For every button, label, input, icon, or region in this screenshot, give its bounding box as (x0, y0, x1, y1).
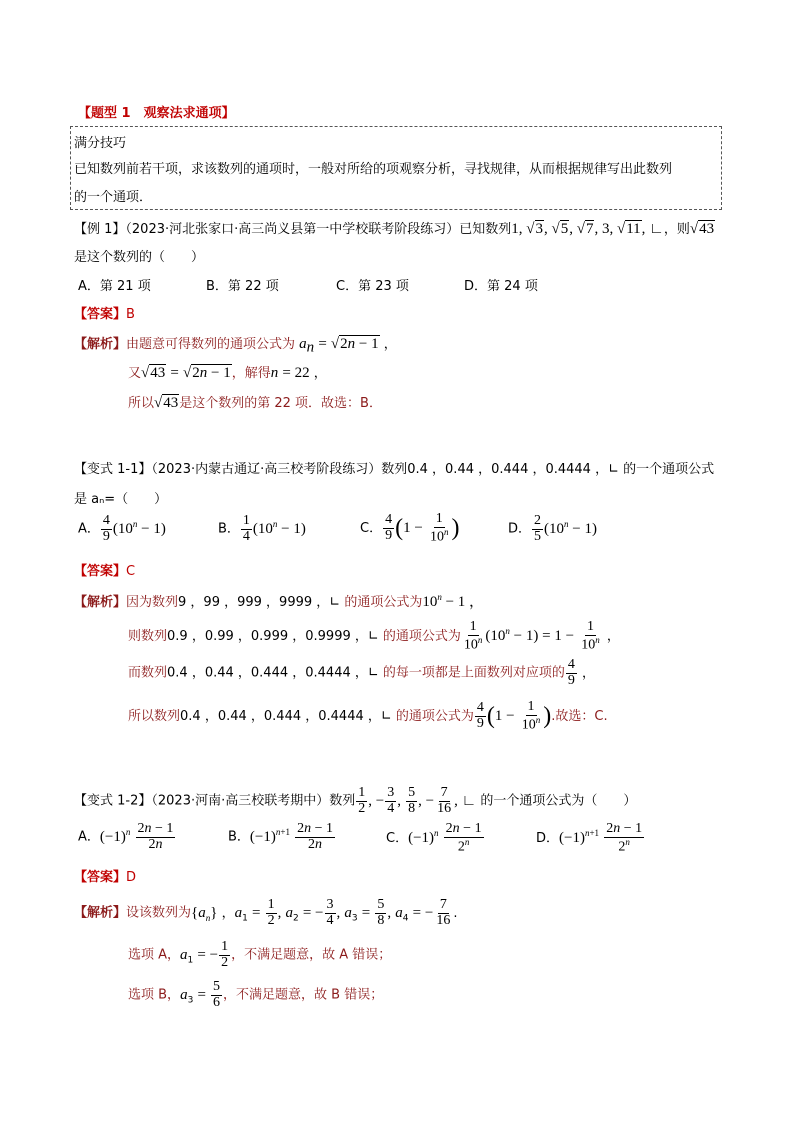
analysis-label: 【解析】 (74, 337, 127, 352)
variant11-analysis-1: 【解析】因为数列9 ，99 ，999 ，9999 ，∟ 的通项公式为$10^n - 1$ ， (74, 592, 485, 610)
analysis-text: 所以 (128, 396, 155, 411)
analysis-label: 【解析】 (74, 905, 127, 921)
analysis-text: 的每一项都是上面数列对应项的 (382, 665, 565, 681)
example1-analysis-1: 【解析】由题意可得数列的通项公式为 $a_n = √2n - 1$ ， (74, 336, 397, 356)
analysis-text: 所以数列 (128, 709, 181, 725)
answer-value: B (126, 307, 135, 322)
analysis-text: .故选：C. (551, 709, 608, 725)
answer-value: C (126, 564, 136, 579)
analysis-text: 是这个数列的第 22 项．故选：B． (179, 396, 382, 411)
variant11-analysis-2: 则数列0.9 ，0.99 ，0.999 ，0.9999 ，∟ 的通项公式为 $\frac{1}{10^n}$ $(10^n - 1) = 1$ − $\frac{1}{10^n}$ ， (128, 619, 620, 653)
tip-line-1: 已知数列前若干项，求该数列的通项时，一般对所给的项观察分析，寻找规律，从而根据规律写出此数列 (74, 162, 673, 177)
analysis-text: 的通项公式为 (395, 709, 474, 725)
analysis-text: 因为数列 (126, 595, 179, 610)
analysis-text: ，不满足题意，故 A 错误； (231, 947, 392, 963)
variant12-option-d: D．$(-1)^{n+1}$ $\frac{2n - 1}{2^n}$ (536, 821, 643, 855)
analysis-text: ，不满足题意，故 B 错误； (223, 987, 384, 1003)
variant12-analysis-2: 选项 A，$a_1$ = − $\frac{1}{2}$ ，不满足题意，故 A 错误； (128, 939, 392, 970)
variant12-after: 的一个通项公式为（ ） (480, 793, 637, 809)
analysis-text: ，解得 (231, 366, 271, 381)
example1-analysis-2: 又√43 = √2n − 1，解得n = 22 ， (128, 365, 327, 381)
analysis-text: 选项 B， (128, 987, 181, 1003)
section-title: 【题型 1 观察法求通项】 (78, 106, 235, 121)
example1-option-b: B．第 22 项 (206, 279, 279, 294)
analysis-text: 设该数列为 (126, 905, 192, 921)
analysis-seq: 0.4 ，0.44 ，0.444 ，0.4444 ，∟ (167, 665, 379, 681)
analysis-seq: 0.4 ，0.44 ，0.444 ，0.4444 ，∟ (180, 709, 392, 725)
analysis-seq: 0.9 ，0.99 ，0.999 ，0.9999 ，∟ (167, 629, 379, 645)
variant11-tag: 【变式 1-1】 (74, 462, 152, 477)
variant12-option-a: A．$(-1)^n$ $\frac{2n - 1}{2n}$ (78, 821, 174, 852)
analysis-text: 由题意可得数列的通项公式为 (126, 337, 296, 352)
example1-option-a: A．第 21 项 (78, 279, 151, 294)
variant12-option-c: C．$(-1)^n$ $\frac{2n - 1}{2^n}$ (386, 821, 482, 855)
variant12-question: 【变式 1-2】（2023·河南·高三校联考期中）数列 $\frac{1}{2}$ , − $\frac{3}{4}$ , $\frac{5}{8}$ , − $\frac{7}{16}$ , ∟ 的一个通项公式为（ ） (74, 785, 637, 816)
variant12-option-b: B．$(-1)^{n+1}$ $\frac{2n - 1}{2n}$ (228, 821, 333, 852)
variant12-answer (74, 866, 136, 885)
example1-source: （2023·河北张家口·高三尚义县第一中学校联考阶段练习）已知数列 (125, 222, 512, 237)
variant11-option-c: C． $\frac{4}{9}$ (1 − $\frac{1}{10^n}$ ) (360, 511, 460, 545)
answer-label: 【答案】 (74, 870, 127, 885)
analysis-seq: 9 ，99 ，999 ，9999 ，∟ (178, 595, 341, 610)
variant11-option-b: B． $\frac{1}{4}$ $(10^n - 1)$ (218, 513, 306, 544)
tip-title: 满分技巧 (74, 136, 127, 151)
variant11-analysis-3: 而数列0.4 ，0.44 ，0.444 ，0.4444 ，∟ 的每一项都是上面数列对应项的 $\frac{4}{9}$ ， (128, 657, 596, 688)
variant11-source: （2023·内蒙古通辽·高三校考阶段练习）数列 (151, 462, 408, 477)
analysis-text: 则数列 (128, 629, 168, 645)
variant12-analysis-1: 【解析】设该数列为$\{a_n\}$ ，$a_1$ = $\frac{1}{2}$ , $a_2$ = − $\frac{3}{4}$ , $a_3$ = $\frac{5}{8}$ , $a_4$ = − $\frac{7}{16}$ . (74, 897, 458, 928)
variant11-seq: 0.4 ，0.44 ，0.444 ，0.4444 ，∟ 的一个通项公式 (407, 462, 715, 477)
answer-label: 【答案】 (74, 564, 127, 579)
example1-question (74, 218, 715, 238)
variant12-analysis-3: 选项 B，$a_3$ = $\frac{5}{6}$ ，不满足题意，故 B 错误； (128, 979, 384, 1010)
variant11-option-d: D． $\frac{2}{5}$ $(10^n - 1)$ (508, 513, 597, 544)
variant11-question (74, 458, 714, 477)
variant11-analysis-4: 所以数列0.4 ，0.44 ，0.444 ，0.4444 ，∟ 的通项公式为 $\frac{4}{9}$ (1 − $\frac{1}{10^n}$ ).故选：C. (128, 699, 608, 733)
answer-value: D (126, 870, 137, 885)
tip-line-2: 的一个通项． (74, 190, 153, 205)
example1-seq-end: ，则 (663, 222, 690, 237)
analysis-text: 又 (128, 366, 142, 381)
analysis-text: 的通项公式为 (382, 629, 461, 645)
analysis-text: 选项 A， (128, 947, 181, 963)
variant12-tag: 【变式 1-2】 (74, 793, 152, 809)
analysis-label: 【解析】 (74, 595, 127, 610)
example1-answer (74, 303, 135, 322)
example1-line2: 是这个数列的（ ） (74, 250, 205, 265)
sqrt-43: √43 (689, 221, 715, 237)
example1-option-d: D．第 24 项 (464, 279, 538, 294)
variant11-answer (74, 560, 135, 579)
example1-tag: 【例 1】 (74, 222, 126, 237)
example1-option-c: C．第 23 项 (336, 279, 409, 294)
analysis-text: 而数列 (128, 665, 168, 681)
example1-sequence: 1, √3, √5, √7, 3, √11, ∟ (511, 221, 664, 237)
variant11-line2: 是 aₙ=（ ） (74, 492, 168, 507)
variant11-option-a: A． $\frac{4}{9}$ $(10^n - 1)$ (78, 513, 166, 544)
variant12-source: （2023·河南·高三校联考期中）数列 (151, 793, 356, 809)
example1-analysis-3: 所以√43是这个数列的第 22 项．故选：B． (128, 395, 382, 411)
analysis-text: 的通项公式为 (344, 595, 423, 610)
answer-label: 【答案】 (74, 307, 127, 322)
